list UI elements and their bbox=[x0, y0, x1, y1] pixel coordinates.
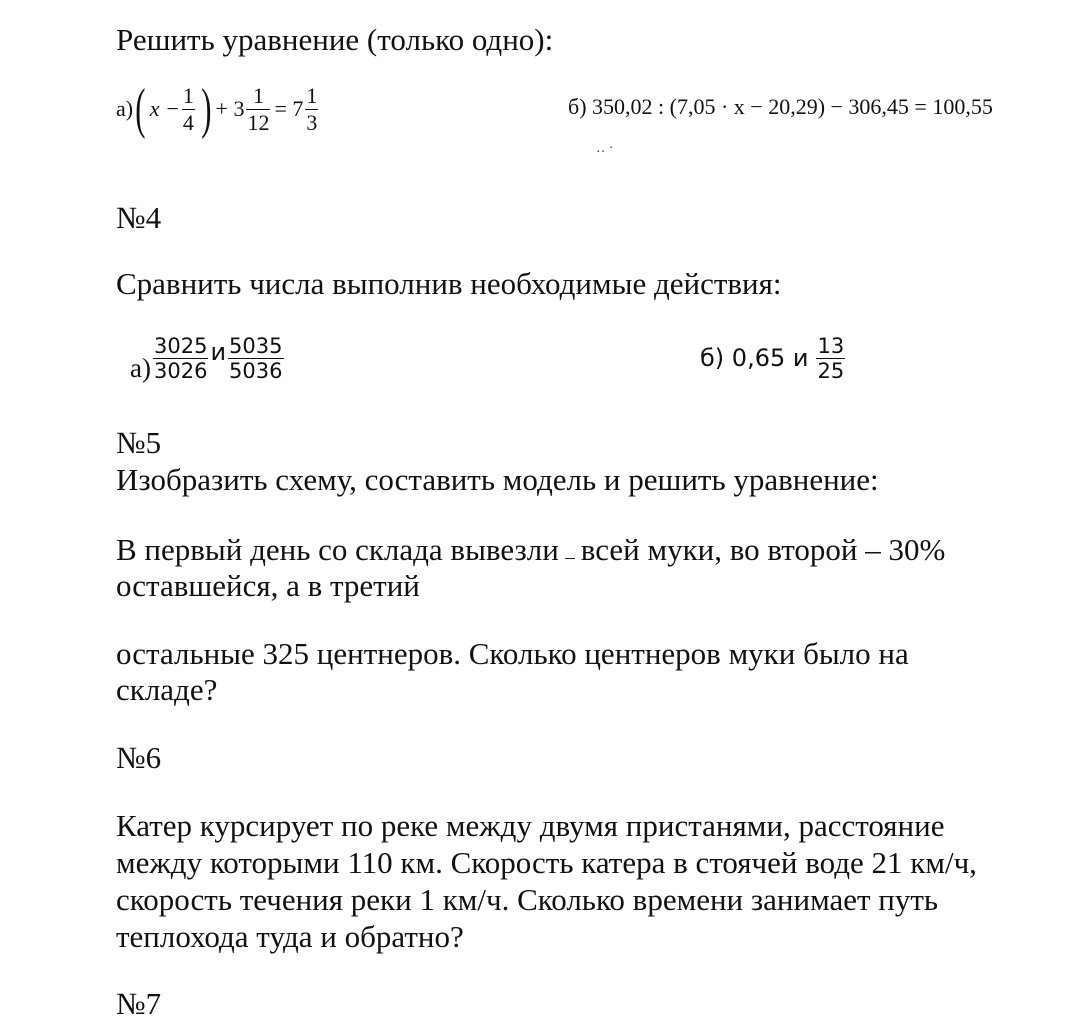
fraction-denominator: 4 bbox=[182, 109, 194, 135]
left-paren: ( bbox=[135, 78, 146, 140]
conjunction-and: и bbox=[210, 338, 227, 366]
task5-header: Изобразить схему, составить модель и решить уравнение: bbox=[116, 462, 879, 497]
task6-number: №6 bbox=[116, 740, 162, 775]
fraction-denominator: 12 bbox=[247, 109, 270, 135]
task5-paragraph-1-line-2: оставшейся, а в третий bbox=[116, 568, 420, 603]
task5-text-start: В первый день со склада вывезли bbox=[116, 532, 559, 567]
cut-off-text: ‥ · bbox=[596, 141, 614, 156]
fraction-numerator: 3025 bbox=[153, 333, 208, 358]
task5-paragraph-2-line-1: остальные 325 центнеров. Сколько центнеров муки было на bbox=[116, 636, 909, 671]
fraction-3025-3026 bbox=[153, 334, 208, 383]
task4-a-label: а) bbox=[130, 352, 151, 383]
fraction-numerator: 1 bbox=[252, 82, 264, 108]
task7-number: №7 bbox=[116, 986, 162, 1021]
task5-text-end: всей муки, во второй – 30% bbox=[580, 532, 946, 567]
task4-compare-a bbox=[130, 330, 286, 386]
task4-number: №4 bbox=[116, 200, 162, 235]
task3-header: Решить уравнение (только одно): bbox=[116, 22, 554, 57]
fraction-denominator: 5036 bbox=[229, 358, 283, 383]
task4-header: Сравнить числа выполнив необходимые действия: bbox=[116, 266, 782, 301]
x-minus: x − bbox=[149, 96, 180, 121]
fraction-13-25 bbox=[816, 334, 845, 383]
fraction-1-12 bbox=[246, 83, 270, 136]
missing-fraction-mark bbox=[565, 558, 575, 559]
fraction-denominator: 3026 bbox=[153, 358, 208, 383]
task3-a-label: а) bbox=[116, 96, 134, 121]
task6-line: теплохода туда и обратно? bbox=[116, 919, 464, 954]
task4-b-text: б) 0,65 и bbox=[700, 344, 809, 372]
task5-paragraph-1-line-1 bbox=[116, 532, 945, 568]
task3-equation-a bbox=[116, 78, 320, 140]
fraction-numerator: 1 bbox=[182, 82, 194, 108]
right-paren: ) bbox=[201, 78, 212, 140]
fraction-1-3 bbox=[305, 83, 318, 136]
task3-equation-b: б) 350,02 : (7,05 · x − 20,29) − 306,45 = 100,55 bbox=[568, 94, 993, 119]
fraction-numerator: 1 bbox=[306, 82, 318, 108]
task6-line: скорость течения реки 1 км/ч. Сколько времени занимает путь bbox=[116, 882, 939, 917]
fraction-numerator: 5035 bbox=[229, 333, 283, 358]
task6-line: между которыми 110 км. Скорость катера в стоячей воде 21 км/ч, bbox=[116, 845, 977, 880]
fraction-denominator: 3 bbox=[306, 109, 318, 135]
fraction-numerator: 13 bbox=[817, 333, 845, 358]
fraction-1-4 bbox=[182, 83, 195, 136]
fraction-denominator: 25 bbox=[817, 358, 845, 383]
plus-three: + 3 bbox=[215, 96, 245, 121]
task5-number: №5 bbox=[116, 425, 162, 460]
equals-seven: = 7 bbox=[274, 96, 304, 121]
task5-paragraph-2-line-2: складе? bbox=[116, 672, 218, 707]
task4-compare-b bbox=[700, 330, 847, 386]
task6-line: Катер курсирует по реке между двумя пристанями, расстояние bbox=[116, 808, 945, 843]
fraction-5035-5036 bbox=[228, 334, 283, 383]
